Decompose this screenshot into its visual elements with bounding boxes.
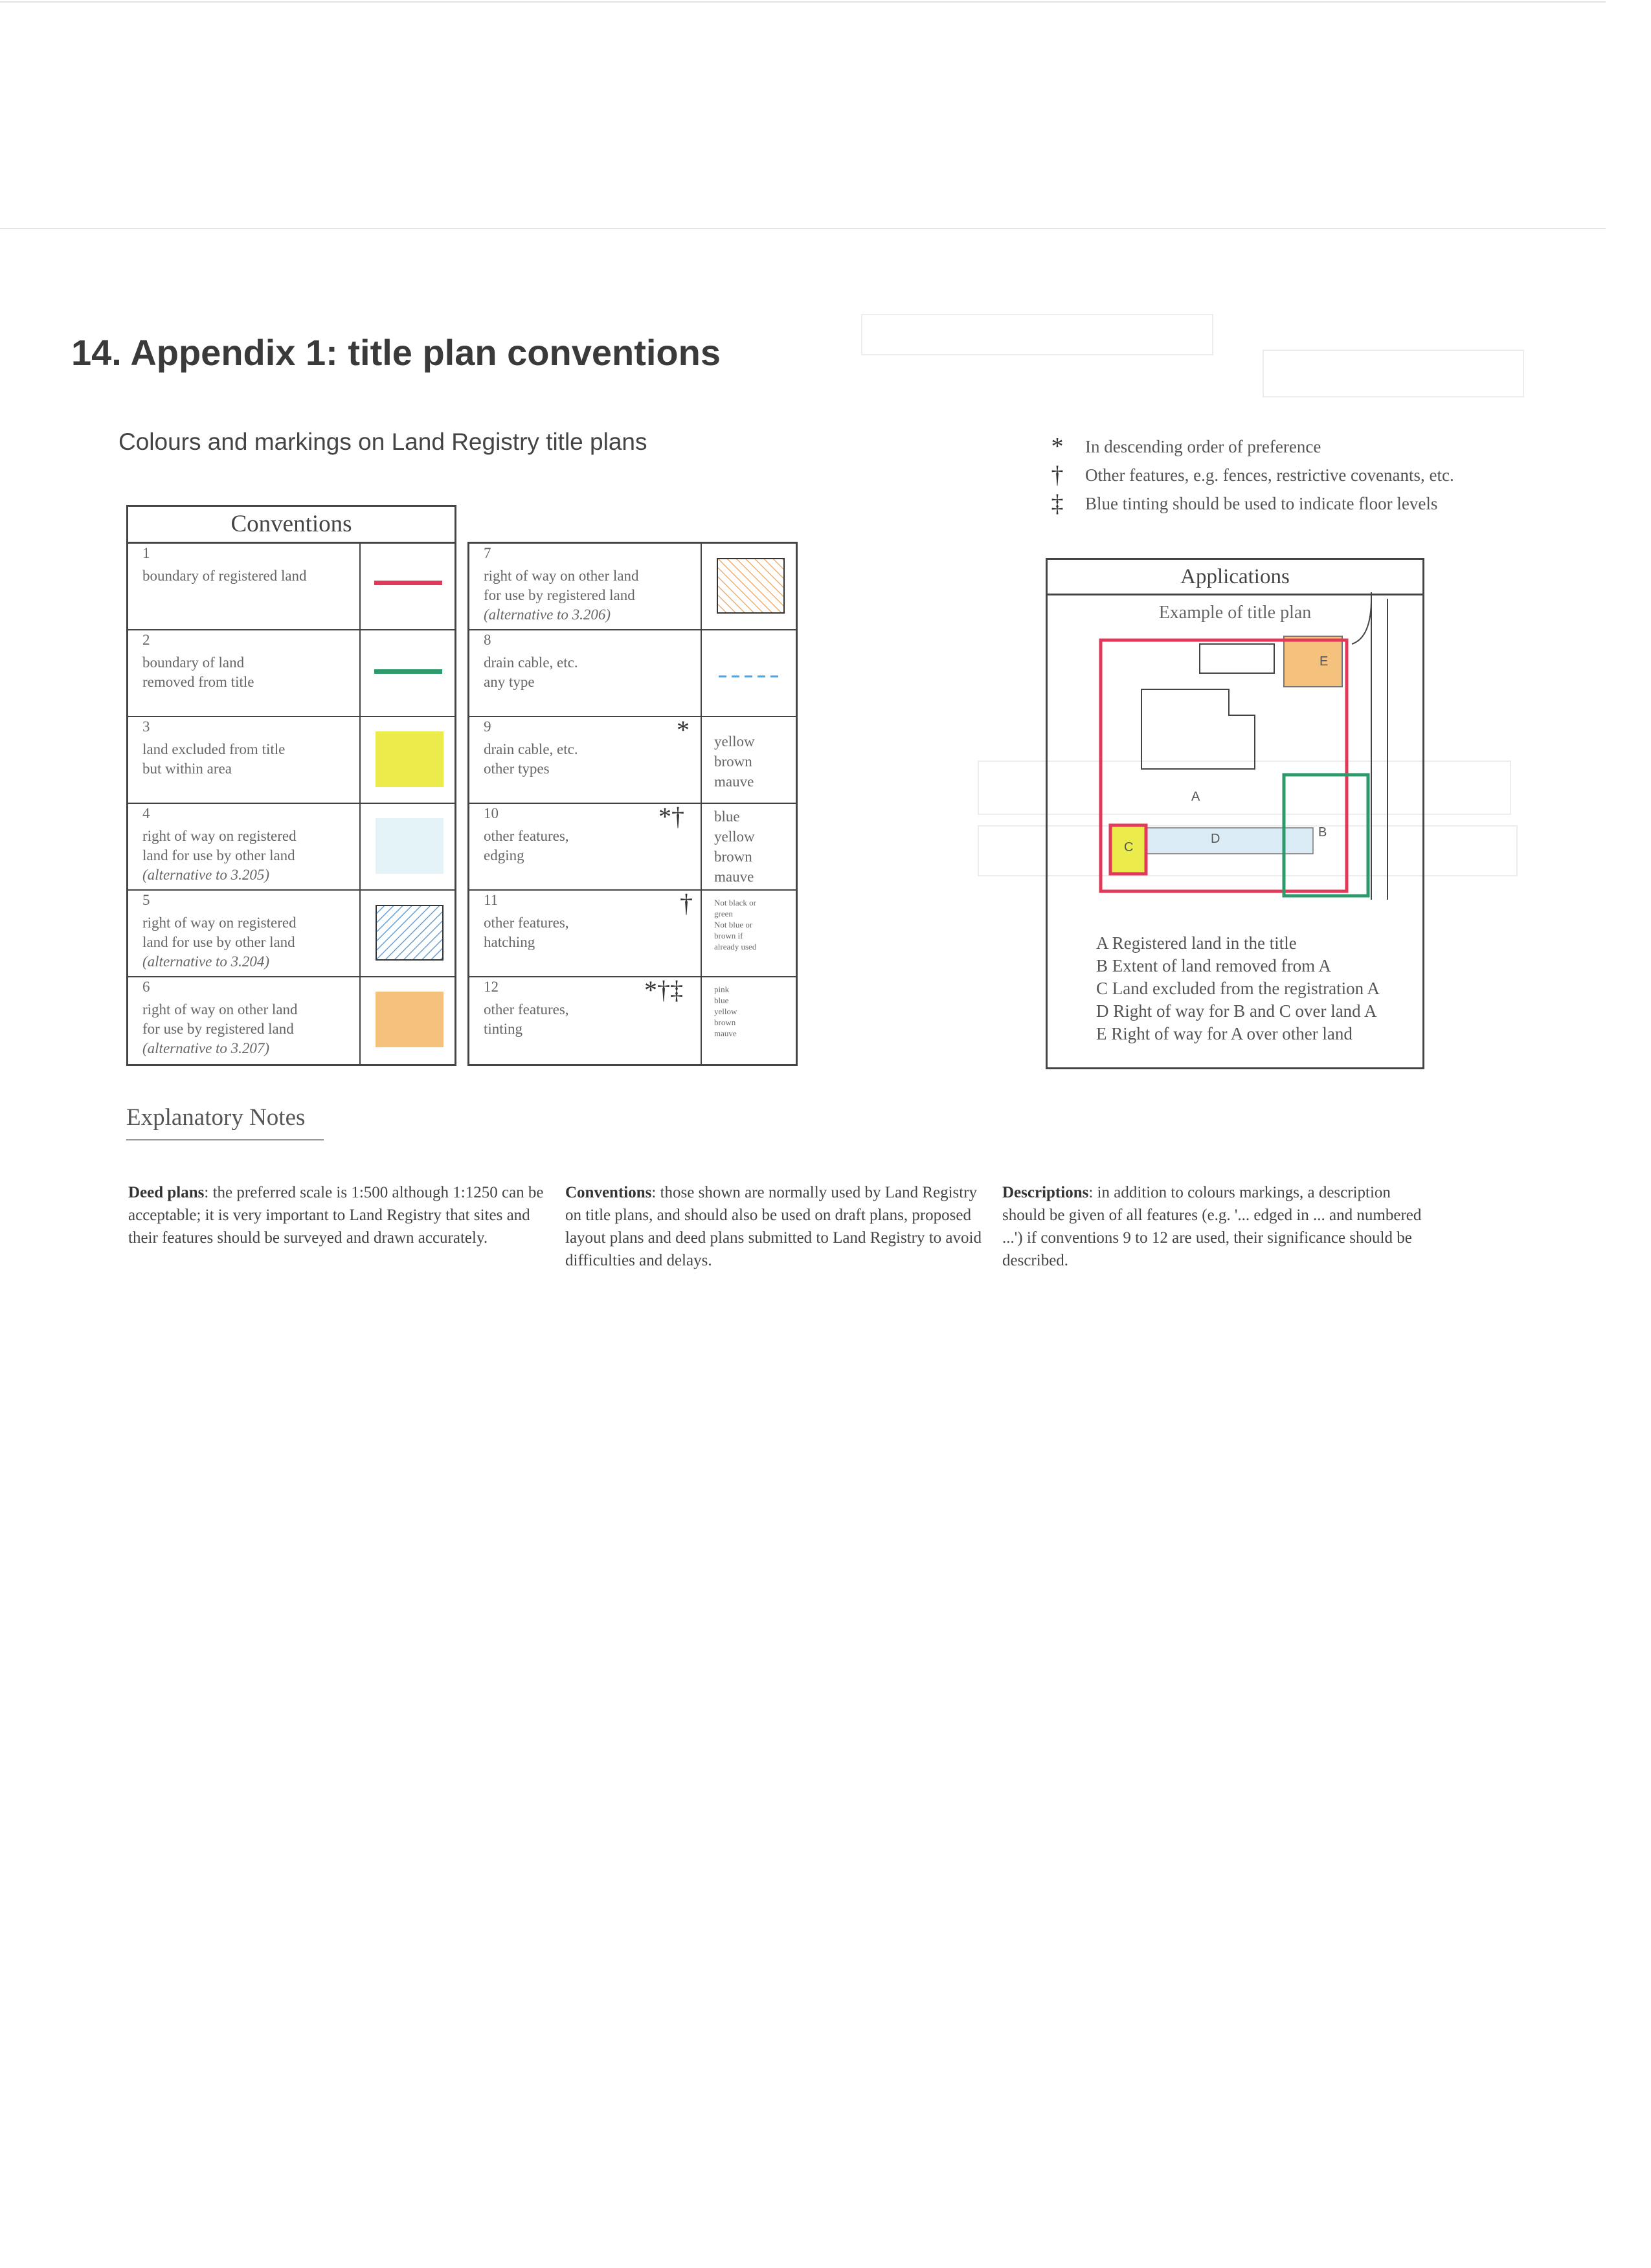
key-item: E Right of way for A over other land	[1096, 1024, 1353, 1043]
colour-item: Not blue or	[714, 920, 753, 929]
key-item: A Registered land in the title	[1096, 933, 1297, 953]
legend-text: Other features, e.g. fences, restrictive covenants, etc.	[1085, 465, 1454, 485]
note-text: : in addition to colours markings, a description should be given of all features (e.g. '... edged in ... and numbered ...') if conventions 9 to 12 are used, their significance should be described.	[1002, 1184, 1422, 1269]
convention-text: boundary of registered land	[142, 568, 307, 584]
convention-text: other features,	[484, 915, 569, 931]
convention-text: land for use by other land	[142, 934, 295, 950]
colour-list	[714, 984, 737, 1039]
convention-number: 1	[142, 545, 150, 561]
convention-text: drain cable, etc.	[484, 654, 578, 671]
yellow-tint-swatch	[376, 731, 444, 787]
dagger-icon: †	[680, 889, 693, 918]
applications-key	[1096, 932, 1380, 1045]
convention-number: 3	[142, 718, 150, 735]
convention-text: (alternative to 3.207)	[142, 1040, 270, 1056]
note-descriptions	[1002, 1181, 1423, 1272]
convention-number: 12	[484, 979, 499, 995]
convention-row	[128, 544, 455, 630]
convention-row	[128, 804, 455, 891]
colour-item: brown	[714, 753, 752, 770]
convention-text: tinting	[484, 1021, 523, 1037]
blue-hatch-swatch	[376, 905, 444, 961]
convention-text: right of way on registered	[142, 828, 297, 844]
asterisk-dagger-double-dagger-icon: *†‡	[644, 975, 683, 1005]
convention-text: other features,	[484, 828, 569, 844]
convention-text: for use by registered land	[142, 1021, 294, 1037]
colour-item: yellow	[714, 828, 755, 845]
example-title-plan	[1048, 560, 1423, 922]
convention-text: for use by registered land	[484, 587, 635, 603]
convention-number: 6	[142, 979, 150, 995]
light-blue-tint-swatch	[376, 818, 444, 874]
key-item: B Extent of land removed from A	[1096, 956, 1331, 975]
convention-number: 2	[142, 632, 150, 648]
asterisk-icon: *	[1051, 433, 1064, 460]
bleed-through-box	[1263, 350, 1524, 397]
conventions-title: Conventions	[126, 505, 456, 542]
colour-item: mauve	[714, 773, 754, 790]
convention-row	[469, 544, 796, 630]
convention-number: 11	[484, 892, 499, 908]
convention-text: right of way on registered	[142, 915, 297, 931]
double-dagger-icon: ‡	[1051, 490, 1064, 517]
colour-item: blue	[714, 808, 740, 825]
convention-text: drain cable, etc.	[484, 741, 578, 757]
colour-item: green	[714, 909, 733, 918]
legend-row	[1042, 489, 1454, 518]
conventions-left-column	[126, 542, 456, 1066]
note-deed-plans	[128, 1181, 549, 1249]
legend-row	[1042, 432, 1454, 461]
convention-text: but within area	[142, 761, 232, 777]
colour-item: yellow	[714, 1006, 737, 1016]
colour-item: brown	[714, 849, 752, 865]
convention-text: (alternative to 3.204)	[142, 953, 270, 970]
asterisk-dagger-icon: *†	[658, 802, 684, 831]
colour-item: already used	[714, 942, 757, 951]
convention-text: edging	[484, 847, 524, 863]
convention-text: (alternative to 3.206)	[484, 606, 611, 623]
note-label: Deed plans	[128, 1184, 205, 1201]
applications-title: Applications	[1048, 560, 1422, 595]
plan-label-d: D	[1211, 832, 1220, 846]
applications-subtitle: Example of title plan	[1158, 603, 1312, 623]
plan-label-b: B	[1318, 825, 1327, 839]
dagger-icon: †	[1051, 461, 1064, 489]
convention-row	[128, 891, 455, 977]
convention-text: other types	[484, 761, 550, 777]
key-item: D Right of way for B and C over land A	[1096, 1001, 1377, 1021]
note-text: : the preferred scale is 1:500 although 1:1250 can be acceptable; it is very important to Land Registry that sites and their features should be surveyed and drawn accurately.	[128, 1184, 544, 1247]
convention-text: hatching	[484, 934, 535, 950]
plan-label-e: E	[1320, 654, 1329, 669]
page-title: 14. Appendix 1: title plan conventions	[71, 332, 721, 373]
legend-text: Blue tinting should be used to indicate floor levels	[1085, 493, 1438, 513]
building-outline	[1141, 689, 1255, 769]
convention-number: 5	[142, 892, 150, 908]
legend	[1042, 432, 1454, 518]
convention-text: other features,	[484, 1001, 569, 1017]
colour-item: pink	[714, 984, 730, 994]
colour-item: brown	[714, 1017, 736, 1027]
convention-number: 10	[484, 805, 499, 821]
convention-row	[128, 630, 455, 717]
scan-rule	[0, 228, 1606, 229]
area-e-orange-tint	[1284, 636, 1342, 687]
note-label: Descriptions	[1002, 1184, 1089, 1201]
colour-item: blue	[714, 995, 729, 1005]
orange-hatch-swatch	[717, 558, 785, 614]
page-subtitle: Colours and markings on Land Registry title plans	[118, 428, 647, 455]
note-label: Conventions	[565, 1184, 652, 1201]
colour-list	[714, 806, 755, 887]
convention-text: right of way on other land	[484, 568, 639, 584]
convention-text: boundary of land	[142, 654, 245, 671]
colour-list	[714, 897, 756, 952]
convention-row	[469, 630, 796, 717]
convention-row	[128, 717, 455, 804]
notes-underline	[126, 1139, 324, 1140]
colour-item: brown if	[714, 931, 743, 940]
convention-number: 8	[484, 632, 491, 648]
convention-number: 7	[484, 545, 491, 561]
colour-list	[714, 731, 755, 792]
plan-label-c: C	[1124, 840, 1134, 854]
convention-number: 9	[484, 718, 491, 735]
colour-item: Not black or	[714, 898, 756, 907]
building-outline	[1200, 644, 1274, 673]
note-conventions	[565, 1181, 986, 1272]
asterisk-icon: *	[677, 715, 690, 744]
green-boundary-line-swatch	[374, 669, 442, 674]
convention-text: removed from title	[142, 674, 254, 690]
key-item: C Land excluded from the registration A	[1096, 979, 1380, 998]
bleed-through-box	[861, 314, 1213, 355]
convention-row	[469, 804, 796, 891]
convention-text: (alternative to 3.205)	[142, 867, 270, 883]
convention-text: right of way on other land	[142, 1001, 298, 1017]
convention-text: land for use by other land	[142, 847, 295, 863]
convention-row	[469, 977, 796, 1064]
plan-label-a: A	[1191, 790, 1200, 804]
legend-row	[1042, 461, 1454, 489]
colour-item: mauve	[714, 869, 754, 885]
colour-item: mauve	[714, 1028, 737, 1038]
convention-row	[469, 717, 796, 804]
blue-dashed-line-swatch	[719, 674, 783, 678]
note-text: : those shown are normally used by Land Registry on title plans, and should also be used on draft plans, proposed layout plans and deed plans submitted to Land Registry to avoid difficulties and delays.	[565, 1184, 982, 1269]
colour-item: yellow	[714, 733, 755, 750]
legend-text: In descending order of preference	[1085, 436, 1321, 456]
applications-panel	[1046, 558, 1424, 1069]
convention-text: land excluded from title	[142, 741, 286, 757]
road-curve	[1352, 599, 1371, 644]
convention-row	[128, 977, 455, 1064]
red-boundary-line-swatch	[374, 581, 442, 585]
convention-number: 4	[142, 805, 150, 821]
convention-text: any type	[484, 674, 535, 690]
orange-tint-swatch	[376, 992, 444, 1047]
top-rule	[0, 1, 1606, 3]
conventions-right-column	[467, 542, 798, 1066]
notes-heading: Explanatory Notes	[126, 1104, 306, 1131]
convention-row	[469, 891, 796, 977]
